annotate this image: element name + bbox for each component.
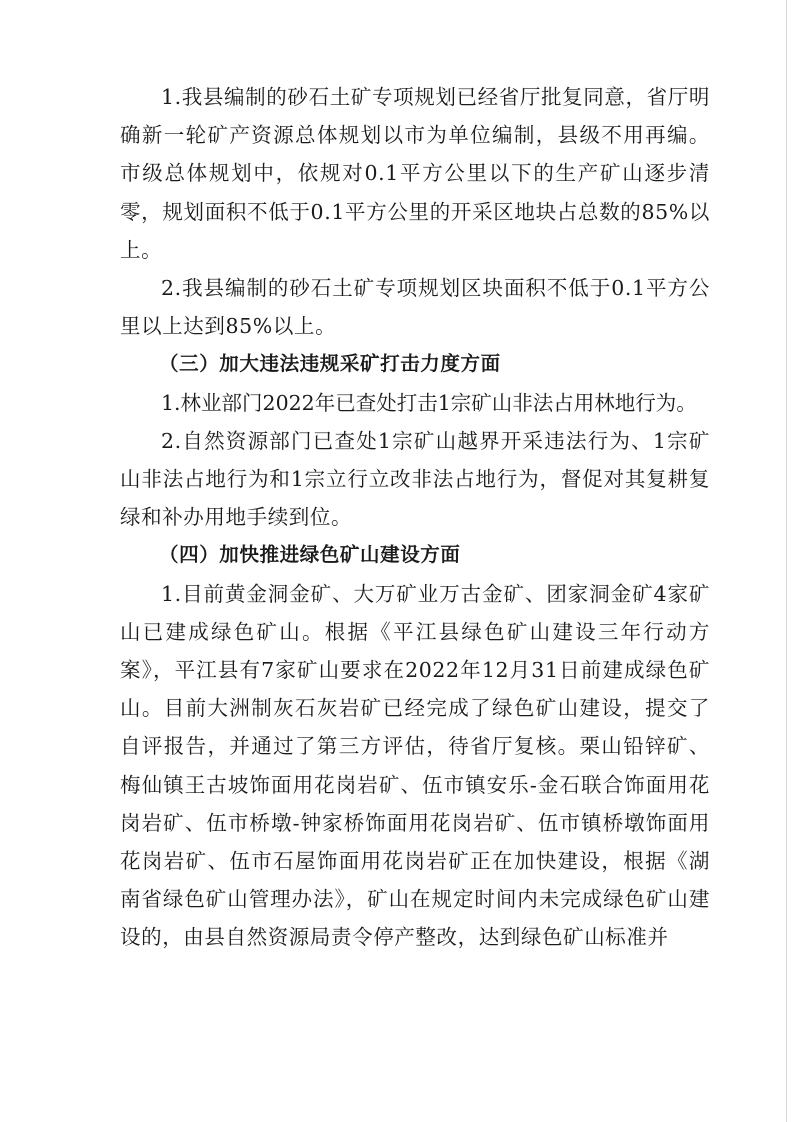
section-heading-3: （三）加大违法违规采矿打击力度方面: [159, 352, 501, 376]
paragraph-1: 1.我县编制的砂石土矿专项规划已经省厅批复同意，省厅明确新一轮矿产资源总体规划以市为单位编制，县级不用再编。市级总体规划中，依规对0.1平方公里以下的生产矿山逐步清零，规划面积不低于0.1平方公里的开采区地块占总数的85%以上。: [120, 85, 710, 262]
scan-edge-line: [786, 0, 787, 1122]
section-heading-4: （四）加快推进绿色矿山建设方面: [159, 543, 461, 567]
paragraph-2: 2.我县编制的砂石土矿专项规划区块面积不低于0.1平方公里以上达到85%以上。: [120, 276, 710, 339]
paragraph-4: 2.自然资源部门已查处1宗矿山越界开采违法行为、1宗矿山非法占地行为和1宗立行立改非法占地行为，督促对其复耕复绿和补办用地手续到位。: [120, 428, 710, 530]
document-body: [120, 78, 710, 957]
paragraph-3: 1.林业部门2022年已查处打击1宗矿山非法占用林地行为。: [161, 390, 697, 415]
paragraph-5: 1.目前黄金洞金矿、大万矿业万古金矿、团家洞金矿4家矿山已建成绿色矿山。根据《平江县绿色矿山建设三年行动方案》，平江县有7家矿山要求在2022年12月31日前建成绿色矿山。目前大洲制灰石灰岩矿已经完成了绿色矿山建设，提交了自评报告，并通过了第三方评估，待省厅复核。栗山铅锌矿、梅仙镇王古坡饰面用花岗岩矿、伍市镇安乐-金石联合饰面用花岗岩矿、伍市桥墩-钟家桥饰面用花岗岩矿、伍市镇桥墩饰面用花岗岩矿、伍市石屋饰面用花岗岩矿正在加快建设，根据《湖南省绿色矿山管理办法》，矿山在规定时间内未完成绿色矿山建设的，由县自然资源局责令停产整改，达到绿色矿山标准并: [120, 581, 710, 950]
